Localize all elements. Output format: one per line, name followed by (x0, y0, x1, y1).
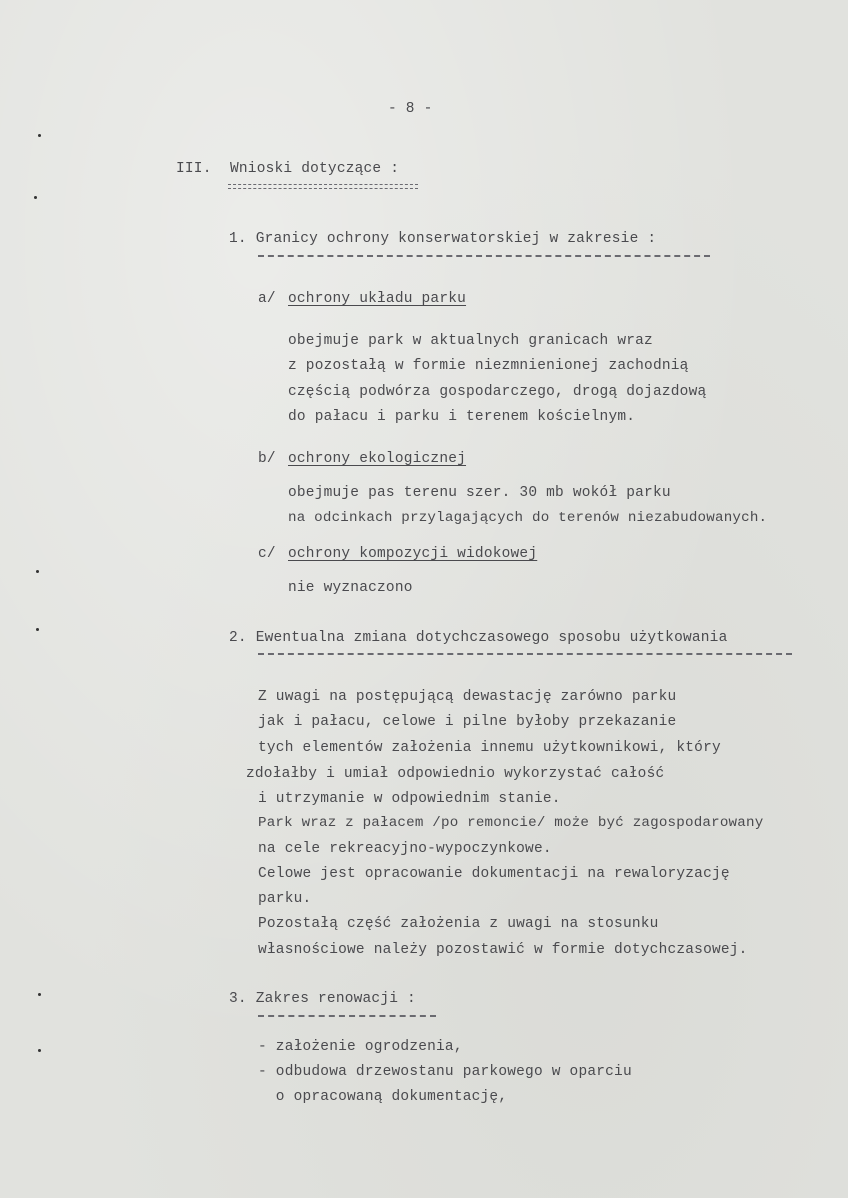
item1a-title: ochrony układu parku (288, 291, 467, 307)
margin-mark (38, 993, 41, 996)
item2-line: tych elementów założenia innemu użytkownikowi, który (258, 740, 721, 756)
item1b-title: ochrony ekologicznej (288, 451, 467, 467)
margin-mark (36, 628, 39, 631)
section-title-underline (228, 184, 418, 189)
item1a-line: z pozostałą w formie niezmnienionej zachodnią (288, 358, 689, 374)
item2-line: parku. (258, 891, 312, 907)
item2-line: zdołałby i umiał odpowiednio wykorzystać całość (246, 766, 665, 782)
item2-heading: 2. Ewentualna zmiana dotychczasowego sposobu użytkowania (229, 630, 728, 646)
item2-line: Celowe jest opracowanie dokumentacji na rewaloryzację (258, 866, 730, 882)
item1c-label: c/ (258, 546, 276, 562)
item2-line: Park wraz z pałacem /po remoncie/ może być zagospodarowany (258, 815, 764, 831)
item1c-title: ochrony kompozycji widokowej (288, 546, 538, 562)
item1-heading-underline (258, 255, 710, 257)
margin-mark (38, 1049, 41, 1052)
item3-line: - założenie ogrodzenia, (258, 1039, 463, 1055)
section-title: Wnioski dotyczące : (230, 161, 400, 177)
item1b-line: na odcinkach przylagających do terenów niezabudowanych. (288, 510, 768, 526)
item2-line: i utrzymanie w odpowiednim stanie. (258, 791, 561, 807)
item3-heading-underline (258, 1015, 436, 1017)
item2-heading-underline (258, 653, 792, 655)
item3-line: o opracowaną dokumentację, (258, 1089, 508, 1105)
page-number: - 8 - (388, 101, 433, 117)
item3-line: - odbudowa drzewostanu parkowego w oparciu (258, 1064, 632, 1080)
item1b-line: obejmuje pas terenu szer. 30 mb wokół parku (288, 485, 671, 501)
margin-mark (34, 196, 37, 199)
item1a-label: a/ (258, 291, 276, 307)
item2-line: na cele rekreacyjno-wypoczynkowe. (258, 841, 552, 857)
item1-heading: 1. Granicy ochrony konserwatorskiej w zakresie : (229, 231, 657, 247)
item2-line: jak i pałacu, celowe i pilne byłoby przekazanie (258, 714, 677, 730)
item1a-line: obejmuje park w aktualnych granicach wraz (288, 333, 653, 349)
margin-mark (36, 570, 39, 573)
margin-mark (38, 134, 41, 137)
item2-line: własnościowe należy pozostawić w formie dotychczasowej. (258, 942, 748, 958)
section-number: III. (176, 161, 212, 177)
item1b-label: b/ (258, 451, 276, 467)
item1c-line: nie wyznaczono (288, 580, 413, 596)
item3-heading: 3. Zakres renowacji : (229, 991, 416, 1007)
item2-line: Z uwagi na postępującą dewastację zarówno parku (258, 689, 677, 705)
item1a-line: częścią podwórza gospodarczego, drogą dojazdową (288, 384, 707, 400)
item1a-line: do pałacu i parku i terenem kościelnym. (288, 409, 636, 425)
item2-line: Pozostałą część założenia z uwagi na stosunku (258, 916, 659, 932)
